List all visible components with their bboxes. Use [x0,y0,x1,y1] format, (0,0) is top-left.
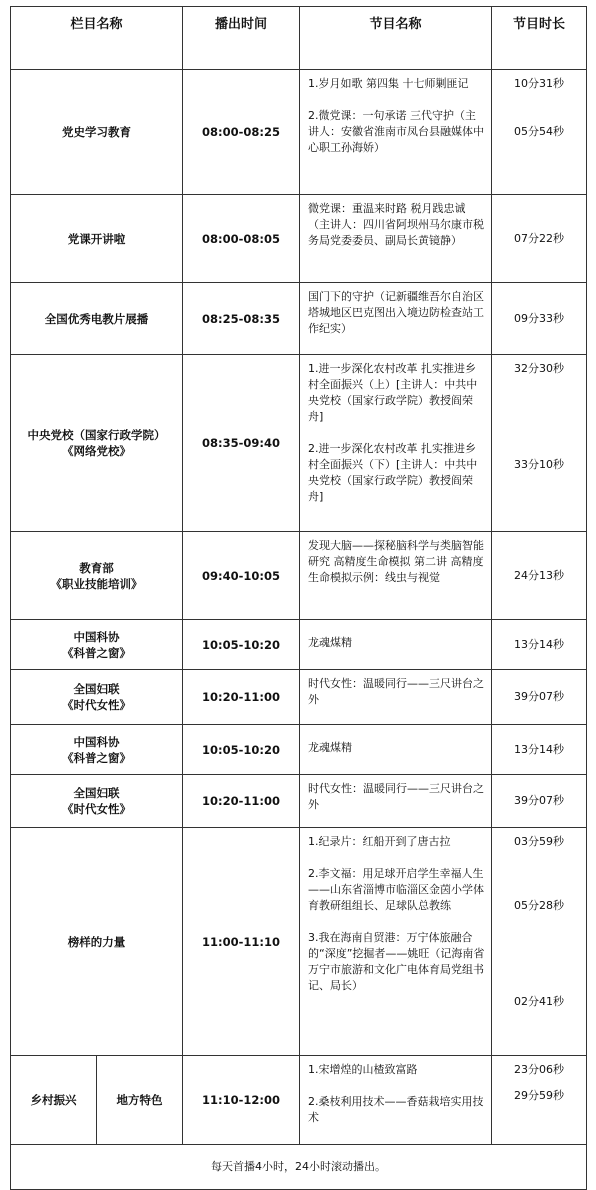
duration-cell [492,70,587,195]
program-cell [300,283,492,355]
program-item: 2.桑枝利用技术——香菇栽培实用技术 [308,1095,484,1124]
duration-cell [492,828,587,1056]
program-item: 1.进一步深化农村改革 扎实推进乡村全面振兴（上）[主讲人：中共中央党校（国家行政学院）教授阎荣舟] [308,362,478,423]
air-time-cell: 08:00-08:25 [183,70,300,195]
column-subname: 《科普之窗》 [62,750,131,765]
column-name: 党课开讲啦 [67,231,126,246]
column-name-cell: 乡村振兴 [11,1056,97,1145]
air-time-cell: 08:00-08:05 [183,195,300,283]
table-row [11,195,587,283]
duration-item: 32分30秒 [514,362,565,375]
duration-cell [492,1056,587,1145]
table-row [11,725,587,775]
schedule-table [10,6,587,1190]
table-row [11,670,587,725]
program-item: 2.李文福：用足球开启学生幸福人生——山东省淄博市临淄区金茵小学体育教研组组长、足球队总教练 [308,867,485,912]
air-time-cell: 10:20-11:00 [183,775,300,828]
column-name: 榜样的力量 [67,934,126,949]
air-time-cell: 11:10-12:00 [183,1056,300,1145]
duration-item: 24分13秒 [514,568,565,582]
program-cell [300,670,492,725]
program-item: 龙魂煤精 [308,740,353,754]
header-program-name: 节目名称 [300,7,492,70]
program-cell [300,195,492,283]
program-cell [300,355,492,532]
duration-cell [492,725,587,775]
duration-item: 39分07秒 [514,690,565,703]
duration-item: 03分59秒 [514,835,565,848]
column-name: 全国妇联 [73,682,120,696]
column-name-cell [11,725,183,775]
table-row [11,70,587,195]
table-row [11,620,587,670]
column-subname-cell: 地方特色 [97,1056,183,1145]
column-name: 中国科协 [73,734,120,749]
duration-item: 05分54秒 [514,125,565,138]
header-air-time: 播出时间 [183,7,300,70]
program-cell [300,620,492,670]
column-subname: 《时代女性》 [62,698,131,712]
footer-note: 每天首播4小时，24小时滚动播出。 [11,1145,587,1190]
duration-item: 29分59秒 [514,1089,565,1102]
duration-item: 05分28秒 [514,899,565,912]
program-item: 发现大脑——探秘脑科学与类脑智能研究 高精度生命模拟 第二讲 高精度生命模拟示例：线虫与视觉 [308,539,485,584]
program-item: 龙魂煤精 [308,635,353,649]
column-name: 全国妇联 [73,786,120,800]
program-cell [300,1056,492,1145]
header-column-name: 栏目名称 [11,7,183,70]
column-name: 中国科协 [73,629,120,644]
table-row [11,775,587,828]
column-subname: 《职业技能培训》 [50,576,143,591]
program-cell [300,828,492,1056]
header-row [11,7,587,70]
duration-cell [492,532,587,620]
duration-cell [492,775,587,828]
column-name: 党史学习教育 [62,125,131,139]
column-name-cell [11,828,183,1056]
column-name-cell [11,355,183,532]
duration-item: 13分14秒 [514,742,565,756]
column-name-cell [11,620,183,670]
program-cell [300,532,492,620]
program-item: 1.纪录片：红船开到了唐古拉 [308,835,451,848]
air-time-cell: 11:00-11:10 [183,828,300,1056]
air-time-cell: 10:20-11:00 [183,670,300,725]
program-item: 微党课：重温来时路 税月践忠诚（主讲人：四川省阿坝州马尔康市税务局党委委员、副局长黄镜静） [308,202,485,247]
table-row [11,283,587,355]
column-name-cell [11,195,183,283]
program-item: 时代女性：温暖同行——三尺讲台之外 [308,677,485,706]
program-item: 2.进一步深化农村改革 扎实推进乡村全面振兴（下）[主讲人：中共中央党校（国家行政学院）教授阎荣舟] [308,442,478,503]
program-item: 3.我在海南自贸港：万宁体旅融合的“深度”挖掘者——姚旺（记海南省万宁市旅游和文化广电体育局党组书记、局长） [308,931,485,992]
duration-cell [492,283,587,355]
column-name: 教育部 [79,560,114,575]
column-subname: 《科普之窗》 [62,645,131,660]
air-time-cell: 08:35-09:40 [183,355,300,532]
program-item: 国门下的守护（记新疆维吾尔自治区塔城地区巴克图出入境边防检查站工作纪实） [308,290,485,335]
duration-cell [492,355,587,532]
table-row [11,1056,587,1145]
program-item: 1.岁月如歌 第四集 十七师剿匪记 [308,77,469,90]
table-row [11,355,587,532]
duration-item: 23分06秒 [514,1063,565,1076]
column-subname: 《时代女性》 [62,802,131,816]
column-name-cell [11,775,183,828]
footer-row [11,1145,587,1190]
duration-item: 09分33秒 [514,311,565,325]
column-name: 中央党校（国家行政学院） [27,428,166,442]
duration-item: 07分22秒 [514,231,565,245]
column-name: 全国优秀电教片展播 [44,311,149,326]
header-duration: 节目时长 [492,7,587,70]
air-time-cell: 10:05-10:20 [183,725,300,775]
program-cell [300,70,492,195]
program-item: 时代女性：温暖同行——三尺讲台之外 [308,782,485,811]
program-item: 1.宋增煌的山楂致富路 [308,1063,418,1076]
duration-item: 10分31秒 [514,77,565,90]
air-time-cell: 09:40-10:05 [183,532,300,620]
air-time-cell: 10:05-10:20 [183,620,300,670]
program-item: 2.微党课：一句承诺 三代守护（主讲人：安徽省淮南市凤台县融媒体中心职工孙海娇） [308,109,485,154]
duration-cell [492,670,587,725]
duration-cell [492,195,587,283]
program-cell [300,775,492,828]
program-cell [300,725,492,775]
table-row [11,828,587,1056]
table-row [11,532,587,620]
duration-item: 39分07秒 [514,794,565,807]
column-subname: 《网络党校》 [62,444,131,458]
column-name-cell [11,70,183,195]
duration-item: 02分41秒 [514,995,565,1008]
duration-item: 33分10秒 [514,458,565,471]
air-time-cell: 08:25-08:35 [183,283,300,355]
column-name-cell [11,283,183,355]
column-name-cell [11,532,183,620]
column-name-cell [11,670,183,725]
duration-item: 13分14秒 [514,637,565,651]
duration-cell [492,620,587,670]
